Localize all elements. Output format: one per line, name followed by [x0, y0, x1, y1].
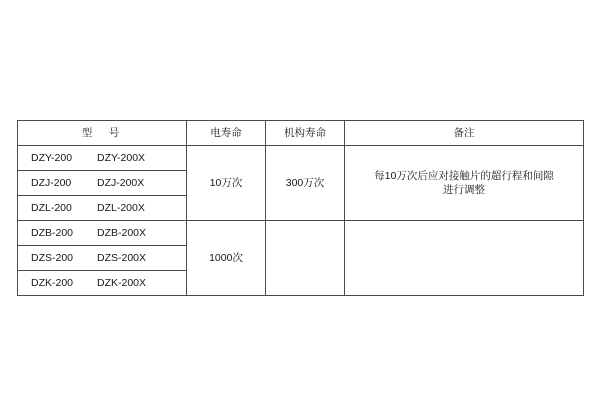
model-code-secondary: DZB-200X	[97, 226, 147, 239]
model-code-secondary: DZJ-200X	[97, 176, 145, 189]
table-row	[18, 146, 584, 171]
model-code-primary: DZK-200	[31, 276, 74, 289]
model-cell	[18, 271, 187, 296]
table-row	[18, 221, 584, 246]
model-code-secondary: DZL-200X	[97, 201, 145, 214]
header-remarks: 备注	[345, 121, 584, 146]
model-code-primary: DZB-200	[31, 226, 74, 239]
model-code-primary: DZS-200	[31, 251, 74, 264]
header-model: 型 号	[18, 121, 187, 146]
remarks-empty	[345, 221, 584, 296]
electrical-life-group-2: 1000次	[187, 221, 266, 296]
model-code-secondary: DZY-200X	[97, 151, 146, 164]
model-code-primary: DZJ-200	[31, 176, 72, 189]
model-cell	[18, 171, 187, 196]
model-cell	[18, 146, 187, 171]
model-cell	[18, 196, 187, 221]
header-electrical-life: 电寿命	[187, 121, 266, 146]
header-mechanical-life: 机构寿命	[266, 121, 345, 146]
remarks-cell	[345, 146, 584, 221]
specification-table	[17, 120, 584, 296]
model-code-secondary: DZK-200X	[97, 276, 147, 289]
electrical-life-group-1: 10万次	[187, 146, 266, 221]
table-header-row	[18, 121, 584, 146]
remarks-line-2: 进行调整	[443, 184, 485, 196]
model-code-secondary: DZS-200X	[97, 251, 147, 264]
mechanical-life-value: 300万次	[266, 146, 345, 221]
remarks-line-1: 每10万次后应对接触片的超行程和间隙	[374, 169, 554, 182]
model-cell	[18, 246, 187, 271]
model-code-primary: DZY-200	[31, 151, 73, 164]
mechanical-life-empty	[266, 221, 345, 296]
model-cell	[18, 221, 187, 246]
model-code-primary: DZL-200	[31, 201, 72, 214]
